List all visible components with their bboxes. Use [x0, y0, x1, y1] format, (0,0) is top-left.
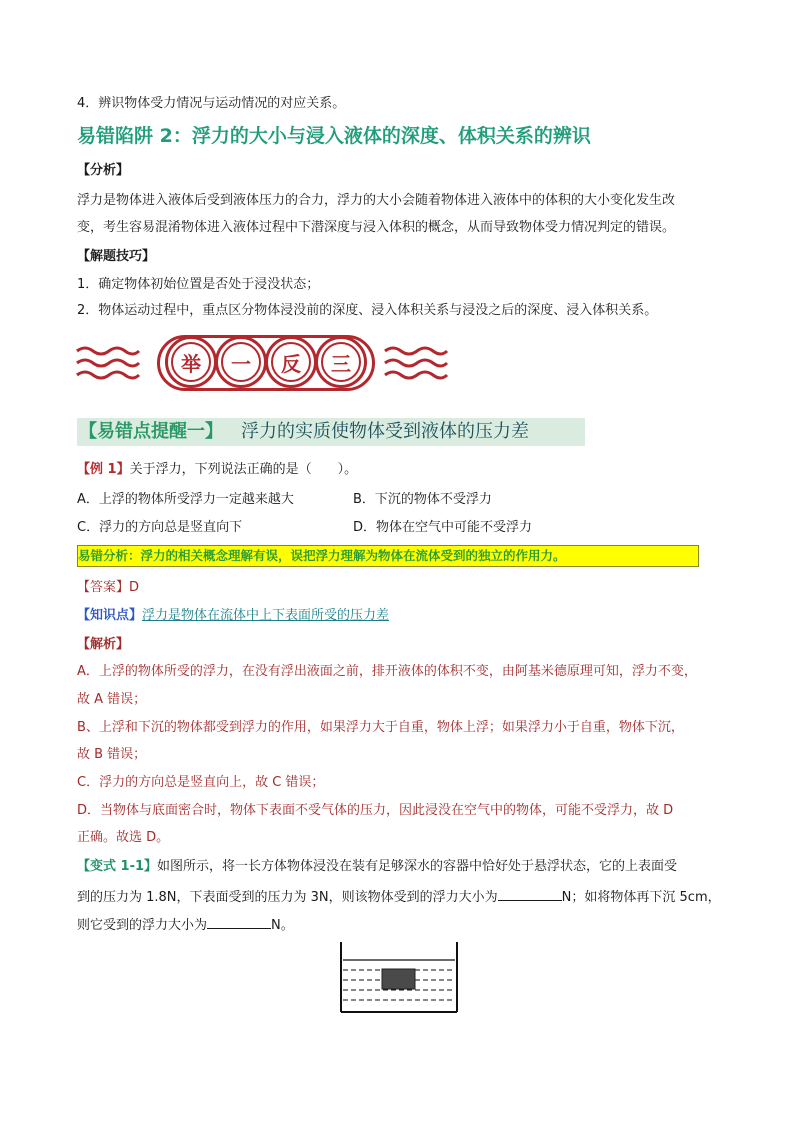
variant1-line-2	[77, 888, 721, 906]
explain-b-line-1: B、上浮和下沉的物体都受到浮力的作用，如果浮力大于自重，物体上浮；如果浮力小于自重，物体下沉，	[77, 720, 684, 735]
variant1-line-1	[77, 859, 677, 875]
variant1-line-3	[77, 916, 294, 934]
analysis-line-2: 变，考生容易混淆物体进入液体过程中下潜深度与浸入体积的概念，从而导致物体受力情况判定的错误。	[77, 220, 676, 235]
banner-ju-yi-fan-san	[75, 333, 395, 395]
remind-title: 浮力的实质使物体受到液体的压力差	[241, 421, 529, 442]
explain-d-line-1: D．当物体与底面密合时，物体下表面不受气体的压力，因此浸没在空气中的物体，可能不受浮力，故 D	[77, 803, 674, 818]
analysis-line-1: 浮力是物体进入液体后受到液体压力的合力，浮力的大小会随着物体进入液体中的体积的大小变化发生改	[77, 193, 676, 208]
right-wave-decoration	[383, 343, 449, 385]
example1-question-line	[77, 462, 357, 478]
remind-header	[77, 418, 585, 446]
variant1-text-2a: 到的压力为 1.8N，下表面受到的压力为 3N，则该物体受到的浮力大小为	[77, 890, 498, 905]
answer-line: 【答案】D	[77, 580, 140, 595]
banner-char-2: 一	[221, 342, 261, 382]
knowledge-label: 【知识点】	[77, 608, 143, 623]
example1-question: 关于浮力，下列说法正确的是（ ）。	[129, 462, 358, 477]
option-c: C．浮力的方向总是竖直向下	[77, 520, 243, 535]
example1-label: 【例 1】	[77, 462, 130, 477]
explain-d-line-2: 正确。故选 D。	[77, 830, 170, 845]
remind-label: 【易错点提醒一】	[79, 421, 223, 442]
tip-2: 2．物体运动过程中，重点区分物体浸没前的深度、浸入体积关系与浸没之后的深度、浸入体积关系。	[77, 303, 658, 318]
banner-circle-3	[265, 336, 317, 388]
variant1-text-3a: 则它受到的浮力大小为	[77, 918, 208, 933]
tip-1: 1．确定物体初始位置是否处于浸没状态；	[77, 277, 320, 292]
banner-circle-4	[315, 336, 367, 388]
knowledge-text: 浮力是物体在流体中上下表面所受的压力差	[142, 608, 390, 623]
option-b: B．下沉的物体不受浮力	[353, 492, 492, 507]
container-figure	[337, 938, 461, 1016]
answer-blank-1[interactable]	[498, 888, 562, 901]
variant1-text-3b: N。	[271, 918, 294, 933]
option-a: A．上浮的物体所受浮力一定越来越大	[77, 492, 294, 507]
analysis-label: 【分析】	[77, 163, 130, 178]
banner-char-1: 举	[171, 342, 211, 382]
option-d: D．物体在空气中可能不受浮力	[353, 520, 533, 535]
explain-a-line-2: 故 A 错误；	[77, 692, 147, 707]
knowledge-point-line	[77, 608, 389, 624]
explain-c-line-1: C．浮力的方向总是竖直向上，故 C 错误；	[77, 775, 325, 790]
submerged-block	[382, 969, 415, 989]
answer-blank-2[interactable]	[207, 916, 271, 929]
explain-a-line-1: A．上浮的物体所受的浮力，在没有浮出液面之前，排开液体的体积不变，由阿基米德原理可知，浮力不变，	[77, 664, 697, 679]
mistake-analysis-text: 易错分析：浮力的相关概念理解有误，误把浮力理解为物体在流体受到的独立的作用力。	[78, 548, 566, 563]
banner-circle-2	[215, 336, 267, 388]
variant1-label: 【变式 1-1】	[77, 859, 158, 874]
banner-char-4: 三	[321, 342, 361, 382]
trap2-title: 易错陷阱 2：浮力的大小与浸入液体的深度、体积关系的辨识	[77, 125, 591, 147]
mistake-analysis-highlight	[77, 545, 699, 567]
variant1-text-1: 如图所示，将一长方体物体浸没在装有足够深水的容器中恰好处于悬浮状态，它的上表面受	[157, 859, 678, 874]
variant1-text-2b: N；如将物体再下沉 5cm，	[561, 890, 721, 905]
explain-label: 【解析】	[77, 637, 130, 652]
explain-b-line-2: 故 B 错误；	[77, 747, 147, 762]
banner-char-3: 反	[271, 342, 311, 382]
left-wave-decoration	[75, 343, 141, 385]
banner-circle-1	[165, 336, 217, 388]
intro-line-4: 4．辨识物体受力情况与运动情况的对应关系。	[77, 96, 346, 111]
tips-label: 【解题技巧】	[77, 249, 156, 264]
